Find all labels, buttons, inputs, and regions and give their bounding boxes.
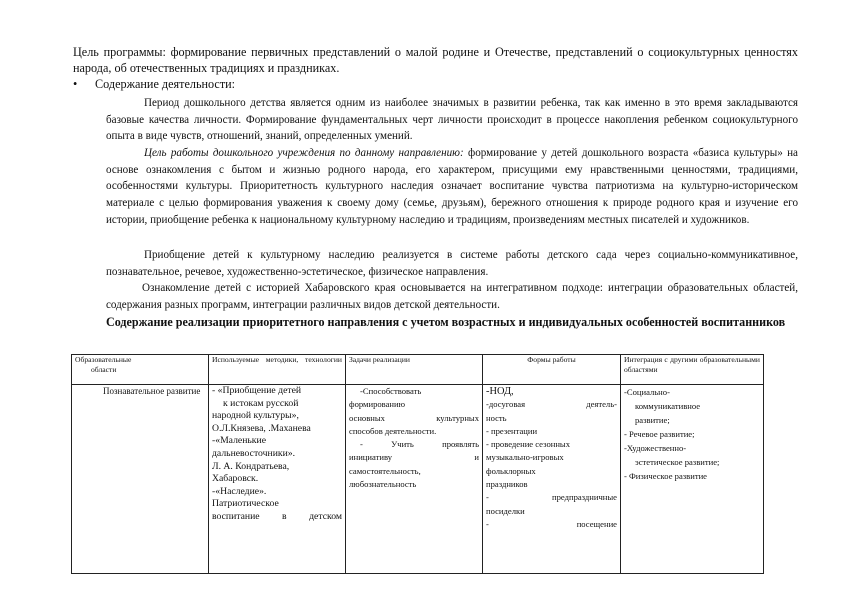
methods-list: - «Приобщение детей к истокам русской народной культуры», О.Л.Князева, .Маханева -«Маленькие дальневосточники». Л. А. Кондратьева, Хабаровск. -«Наследие». Патриотическое воспитание в детском — [212, 385, 342, 522]
forms-list: -НОД, -досуговая деятель- ность - презентации - проведение сезонных музыкально-игровых фольклорных праздников - предпраздничные посиделки - посещение — [486, 386, 617, 529]
paragraph-1-text: Период дошкольного детства является одним из наиболее значимых в развитии ребенка, так как именно в это время закладываются базовые качества личности. Формирование фундаментальных черт личности происходит в процессе накопления ребенком социокультурного опыта в виде чувств, отношений, знаний, определенных умений. — [106, 97, 798, 143]
table-header-row — [72, 355, 764, 385]
tasks-list: -Способствовать формированию основных культурных способов деятельности. - Учить проявлять инициативу и самостоятельность, любознательность — [349, 386, 479, 490]
cell-tasks — [346, 385, 483, 574]
integration-list: -Социально- коммуникативное развитие; - Речевое развитие; -Художественно- эстетическое развитие; - Физическое развитие — [624, 387, 720, 481]
bullet-label: Содержание деятельности: — [95, 77, 236, 91]
header-tasks: Задачи реализации — [346, 355, 483, 385]
paragraph-khabarovsk-history — [106, 280, 798, 313]
paragraph-2-italic: Цель работы дошкольного учреждения по данному направлению: — [144, 147, 464, 159]
area-cognitive-development: Познавательное развитие — [103, 386, 201, 396]
table-row — [72, 385, 764, 574]
paragraph-3-text: Приобщение детей к культурному наследию реализуется в системе работы детского сада через социально-коммуникативное, познавательное, речевое, художественно-эстетическое, физическое направления. — [106, 249, 798, 278]
paragraph-preschool-period — [106, 95, 798, 145]
header-forms: Формы работы — [483, 355, 621, 385]
cell-area — [72, 385, 209, 574]
cell-forms — [483, 385, 621, 574]
header-methods: Используемые методики, технологии — [209, 355, 346, 385]
header-educational-areas: Образовательные области — [72, 355, 209, 385]
paragraph-4-text: Ознакомление детей с историей Хабаровского края основывается на интегративном подходе: интеграции образовательных областей, содержания разных программ, интеграции различных видов детской деятельности. — [106, 282, 798, 311]
paragraph-institution-goal — [106, 145, 798, 229]
bullet-marker: • — [73, 77, 78, 91]
table-heading: Содержание реализации приоритетного направления с учетом возрастных и индивидуальных особенностей воспитанников — [106, 315, 786, 329]
cell-methods — [209, 385, 346, 574]
activity-content-bullet — [73, 77, 235, 92]
paragraph-cultural-heritage — [106, 247, 798, 280]
header-integration: Интеграция с другими образовательными областями — [621, 355, 764, 385]
paragraph-2-text: формирование у детей дошкольного возраста «базиса культуры» на основе ознакомления с бытом и жизнью родного народа, его характером, присущими ему нравственными ценностями, традициями, особенностями культуры. Приоритетность культурного наследия означает воспитание чувства патриотизма на культурно-историческом материале с целью формирования уважения к своему дому (семье, друзьям), бережного отношения к природе родного края и изучение его истории, приобщение ребенка к национальному культурному наследию и традициям, произведениям местных писателей и художников. — [106, 147, 798, 226]
priority-direction-table — [71, 354, 764, 574]
program-goal: Цель программы: формирование первичных представлений о малой родине и Отечестве, представлений о социокультурных ценностях народа, об отечественных традициях и праздниках. — [73, 45, 798, 75]
cell-integration — [621, 385, 764, 574]
